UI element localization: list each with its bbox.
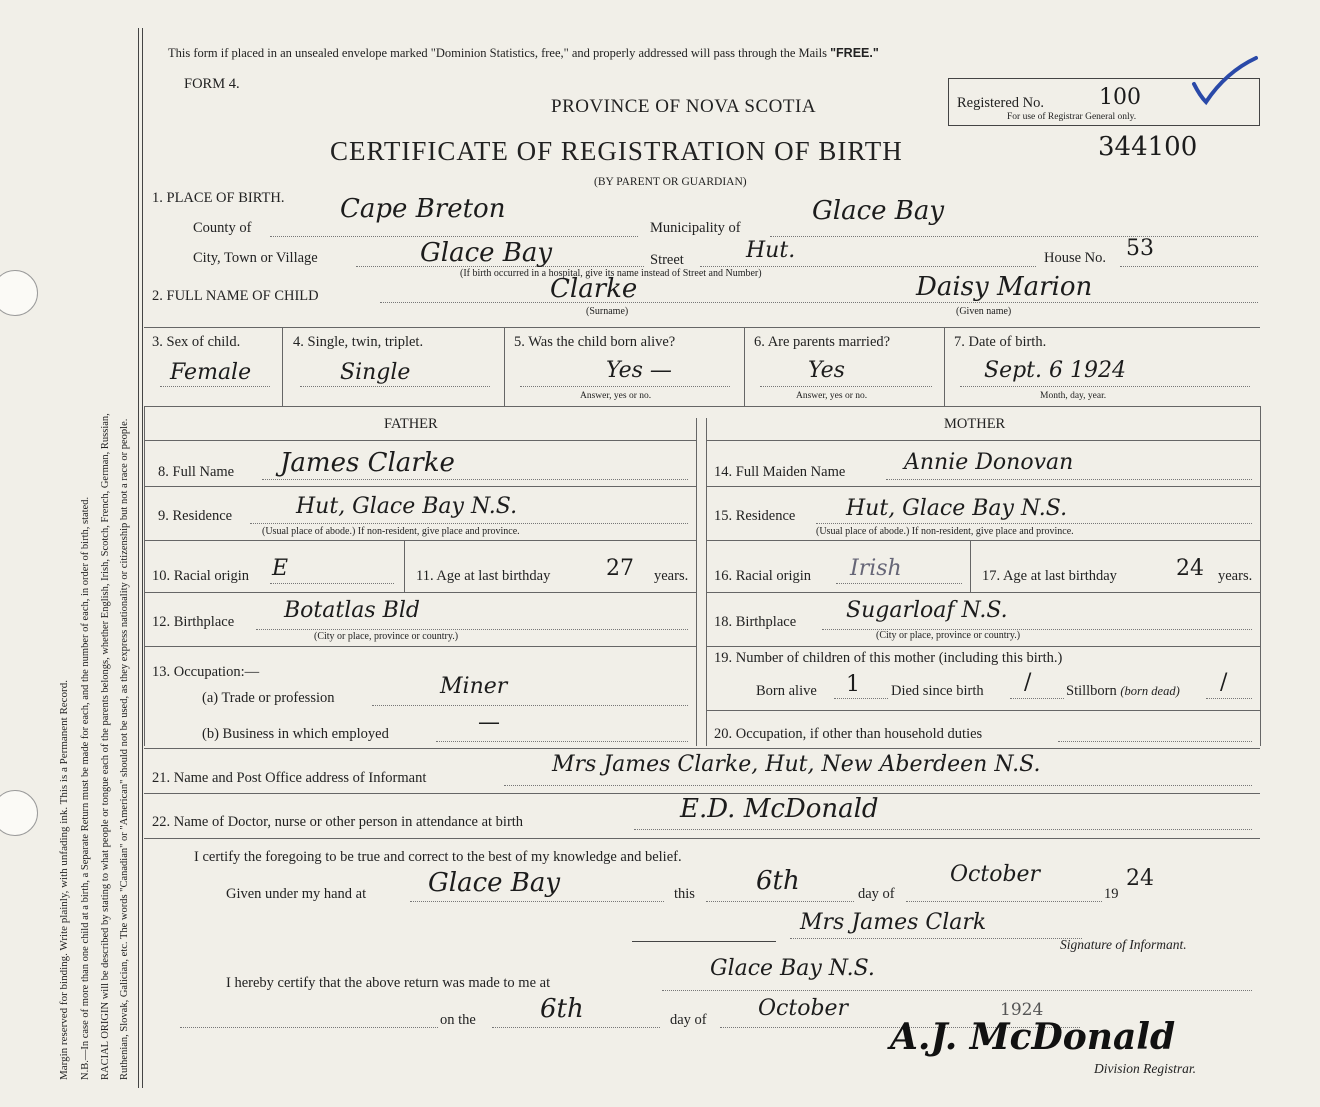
father-business-label: (b) Business in which employed — [202, 726, 389, 742]
registrar-place-dots — [662, 990, 1252, 991]
margin-note-1: Margin reserved for binding. Write plainly, with unfading ink. This is a Permanent Record. — [58, 680, 70, 1080]
street-value: Hut. — [746, 238, 796, 263]
house-label: House No. — [1044, 250, 1107, 266]
father-name-label: 8. Full Name — [158, 464, 235, 480]
married-dots — [760, 386, 932, 387]
father-racial-label: 10. Racial origin — [152, 568, 250, 584]
born-alive-dots — [834, 698, 888, 699]
on-the-label: on the — [440, 1012, 476, 1028]
date-value: Sept. 6 1924 — [984, 358, 1126, 383]
mother-age-unit: years. — [1218, 568, 1253, 584]
registrar-day: 6th — [540, 994, 584, 1024]
stillborn-dots — [1206, 698, 1252, 699]
informant-label: 21. Name and Post Office address of Informant — [152, 770, 427, 786]
alive-value: Yes — — [606, 358, 672, 383]
mother-age-value: 24 — [1176, 556, 1204, 581]
mother-birthplace-caption: (City or place, province or country.) — [876, 630, 1021, 641]
mother-racial-label: 16. Racial origin — [714, 568, 812, 584]
mother-racial-dots — [836, 583, 962, 584]
mother-left-line — [706, 418, 707, 746]
mail-note-text: This form if placed in an unsealed envelope marked "Dominion Statistics, free," and properly addressed will pass through the Mails — [168, 46, 827, 60]
city-label: City, Town or Village — [193, 250, 318, 266]
father-trade-label: (a) Trade or profession — [202, 690, 335, 706]
mother-children-label: 19. Number of children of this mother (including this birth.) — [714, 650, 1063, 666]
died-dots — [1010, 698, 1064, 699]
street-dots — [700, 266, 1036, 267]
father-age-value: 27 — [606, 556, 634, 581]
mother-age-divider — [970, 540, 971, 592]
sex-value: Female — [170, 360, 252, 385]
doctor-line — [144, 838, 1260, 839]
father-row-line-4 — [144, 646, 696, 647]
details-divider-3 — [744, 327, 745, 406]
binding-line-2 — [142, 28, 143, 1088]
registrar-day-dots — [180, 1027, 438, 1028]
doctor-label: 22. Name of Doctor, nurse or other person in attendance at birth — [152, 814, 524, 830]
margin-note-3: RACIAL ORIGIN will be described by stating to what people or tongue each of the parents belongs, whether English, Irish, Scotch, French, German, Russian, — [100, 413, 111, 1080]
father-row-line-3 — [144, 592, 696, 593]
alive-label: 5. Was the child born alive? — [514, 334, 676, 350]
mother-residence-label: 15. Residence — [714, 508, 796, 524]
registrar-note: For use of Registrar General only. — [1007, 112, 1137, 122]
father-age-label: 11. Age at last birthday — [416, 568, 551, 584]
certify-statement: I certify the foregoing to be true and correct to the best of my knowledge and belief. — [194, 849, 682, 865]
mail-note — [168, 46, 879, 61]
father-name-value: James Clarke — [280, 448, 455, 478]
single-dots — [300, 386, 490, 387]
born-alive-label: Born alive — [756, 683, 817, 699]
given-place-dots — [410, 901, 664, 902]
stillborn-label — [1066, 683, 1180, 700]
father-residence-caption: (Usual place of abode.) If non-resident, give place and province. — [262, 526, 520, 537]
mother-racial-value: Irish — [850, 556, 902, 581]
informant-signature: Mrs James Clark — [800, 910, 987, 935]
mother-name-dots — [886, 479, 1252, 480]
mother-row-line-1 — [706, 486, 1260, 487]
father-residence-label: 9. Residence — [158, 508, 233, 524]
registrar-month: October — [758, 996, 849, 1021]
mother-birthplace-value: Sugarloaf N.S. — [846, 598, 1008, 623]
county-dots — [270, 236, 638, 237]
street-label: Street — [650, 252, 684, 268]
father-age-unit: years. — [654, 568, 689, 584]
form-number: FORM 4. — [184, 76, 240, 92]
father-name-dots — [262, 479, 688, 480]
surname-caption: (Surname) — [586, 306, 629, 317]
house-dots — [1120, 266, 1258, 267]
mother-name-label: 14. Full Maiden Name — [714, 464, 846, 480]
this-day-dots — [706, 901, 854, 902]
mother-birthplace-label: 18. Birthplace — [714, 614, 797, 630]
mother-occupation-dots — [1058, 741, 1252, 742]
mother-row-line-4 — [706, 646, 1260, 647]
father-birthplace-value: Botatlas Bld — [284, 598, 420, 623]
punch-hole-bottom — [0, 790, 38, 836]
father-business-dots — [436, 741, 688, 742]
informant-dots — [504, 785, 1252, 786]
registrar-caption: Division Registrar. — [1094, 1061, 1197, 1076]
stillborn-value: / — [1220, 670, 1228, 695]
father-racial-dots — [270, 583, 394, 584]
year-suffix: 24 — [1126, 866, 1154, 891]
day-of-label: day of — [858, 886, 895, 902]
mother-row-line-5 — [706, 710, 1260, 711]
mother-age-label: 17. Age at last birthday — [982, 568, 1117, 584]
details-bottom-line — [144, 406, 1260, 407]
details-top-line — [144, 327, 1260, 328]
father-age-divider — [404, 540, 405, 592]
alive-caption: Answer, yes or no. — [580, 391, 652, 401]
mother-heading-line — [706, 440, 1260, 441]
married-label: 6. Are parents married? — [754, 334, 891, 350]
columns-bottom-line — [144, 748, 1260, 749]
informant-signature-dots — [790, 938, 1082, 939]
signature-rule — [632, 941, 776, 942]
single-value: Single — [340, 360, 411, 385]
municipality-dots — [770, 236, 1258, 237]
father-row-line-1 — [144, 486, 696, 487]
margin-note-4: Ruthenian, Slovak, Galician, etc. The words "Canadian" or "American" should not be used, as they express nationality or citizenship but not a race or people. — [119, 418, 130, 1080]
year-prefix: 19 — [1104, 886, 1119, 902]
city-value: Glace Bay — [420, 238, 553, 268]
father-trade-value: Miner — [440, 674, 508, 699]
mother-residence-caption: (Usual place of abode.) If non-resident, give place and province. — [816, 526, 1074, 537]
alive-dots — [520, 386, 730, 387]
this-label: this — [674, 886, 695, 902]
certificate-title: CERTIFICATE OF REGISTRATION OF BIRTH — [330, 136, 903, 166]
house-value: 53 — [1126, 236, 1154, 261]
place-of-birth-label: 1. PLACE OF BIRTH. — [152, 190, 285, 206]
father-birthplace-caption: (City or place, province or country.) — [314, 631, 459, 642]
father-residence-value: Hut, Glace Bay N.S. — [296, 494, 518, 519]
this-day-value: 6th — [756, 866, 800, 896]
informant-value: Mrs James Clarke, Hut, New Aberdeen N.S. — [552, 752, 1041, 777]
registrar-year: 1924 — [1000, 1000, 1044, 1020]
municipality-value: Glace Bay — [812, 196, 945, 226]
details-divider-2 — [504, 327, 505, 406]
date-dots — [960, 386, 1250, 387]
given-name-caption: (Given name) — [956, 306, 1012, 317]
mother-residence-dots — [816, 523, 1252, 524]
county-label: County of — [193, 220, 252, 236]
mother-occupation-label: 20. Occupation, if other than household duties — [714, 726, 983, 742]
punch-hole-top — [0, 270, 38, 316]
child-given-name: Daisy Marion — [916, 272, 1093, 302]
month-dots — [906, 901, 1102, 902]
check-mark-icon — [1190, 54, 1260, 106]
details-divider-4 — [944, 327, 945, 406]
father-birthplace-dots — [256, 629, 688, 630]
county-value: Cape Breton — [340, 194, 506, 224]
details-divider-1 — [282, 327, 283, 406]
given-place-value: Glace Bay — [428, 868, 561, 898]
single-label: 4. Single, twin, triplet. — [293, 334, 424, 350]
registrar-statement: I hereby certify that the above return was made to me at — [226, 975, 551, 991]
signature-caption: Signature of Informant. — [1060, 937, 1187, 952]
certificate-number: 344100 — [1098, 132, 1198, 162]
stillborn-text: Stillborn — [1066, 683, 1117, 699]
died-value: / — [1024, 670, 1032, 695]
month-value: October — [950, 862, 1041, 887]
province-heading: PROVINCE OF NOVA SCOTIA — [551, 96, 817, 117]
father-residence-dots — [250, 523, 688, 524]
father-birthplace-label: 12. Birthplace — [152, 614, 235, 630]
registered-value: 100 — [1099, 85, 1141, 110]
binding-line-1 — [138, 28, 139, 1088]
father-right-line — [696, 418, 697, 746]
hospital-note: (If birth occurred in a hospital, give its name instead of Street and Number) — [460, 268, 762, 279]
certificate-subtitle: (BY PARENT OR GUARDIAN) — [594, 176, 747, 188]
child-name-label: 2. FULL NAME OF CHILD — [152, 288, 319, 304]
born-alive-value: 1 — [846, 672, 860, 697]
registered-label: Registered No. — [957, 95, 1044, 111]
registrar-place: Glace Bay N.S. — [710, 956, 875, 981]
doctor-value: E.D. McDonald — [680, 794, 879, 824]
child-name-dots — [380, 302, 1258, 303]
father-trade-dots — [372, 705, 688, 706]
municipality-label: Municipality of — [650, 220, 741, 236]
mail-free: "FREE." — [830, 46, 879, 60]
father-row-line-2 — [144, 540, 696, 541]
child-surname: Clarke — [550, 274, 638, 304]
father-occupation-label: 13. Occupation:— — [152, 664, 260, 680]
stillborn-note: (born dead) — [1120, 684, 1180, 698]
father-business-value: — — [478, 710, 500, 735]
mother-name-value: Annie Donovan — [904, 450, 1074, 475]
died-label: Died since birth — [891, 683, 984, 699]
father-heading: FATHER — [384, 416, 438, 432]
mother-residence-value: Hut, Glace Bay N.S. — [846, 496, 1068, 521]
given-under-label: Given under my hand at — [226, 886, 367, 902]
sex-label: 3. Sex of child. — [152, 334, 241, 350]
father-heading-line — [144, 440, 696, 441]
sex-dots — [160, 386, 270, 387]
father-left-line — [144, 406, 145, 746]
married-caption: Answer, yes or no. — [796, 391, 868, 401]
mother-heading: MOTHER — [944, 416, 1006, 432]
doctor-dots — [634, 829, 1252, 830]
mother-row-line-3 — [706, 592, 1260, 593]
registrar-day-of-label: day of — [670, 1012, 707, 1028]
registrar-signature: A.J. McDonald — [890, 1016, 1176, 1058]
registrar-day-value-dots — [492, 1027, 660, 1028]
father-racial-value: E — [272, 556, 289, 581]
date-caption: Month, day, year. — [1040, 391, 1107, 401]
married-value: Yes — [808, 358, 845, 383]
margin-note-2: N.B.—In case of more than one child at a birth, a Separate Return must be made for each, and the number of each, in order of birth, stated. — [80, 496, 91, 1080]
mother-right-line — [1260, 406, 1261, 746]
mother-row-line-2 — [706, 540, 1260, 541]
date-label: 7. Date of birth. — [954, 334, 1047, 350]
